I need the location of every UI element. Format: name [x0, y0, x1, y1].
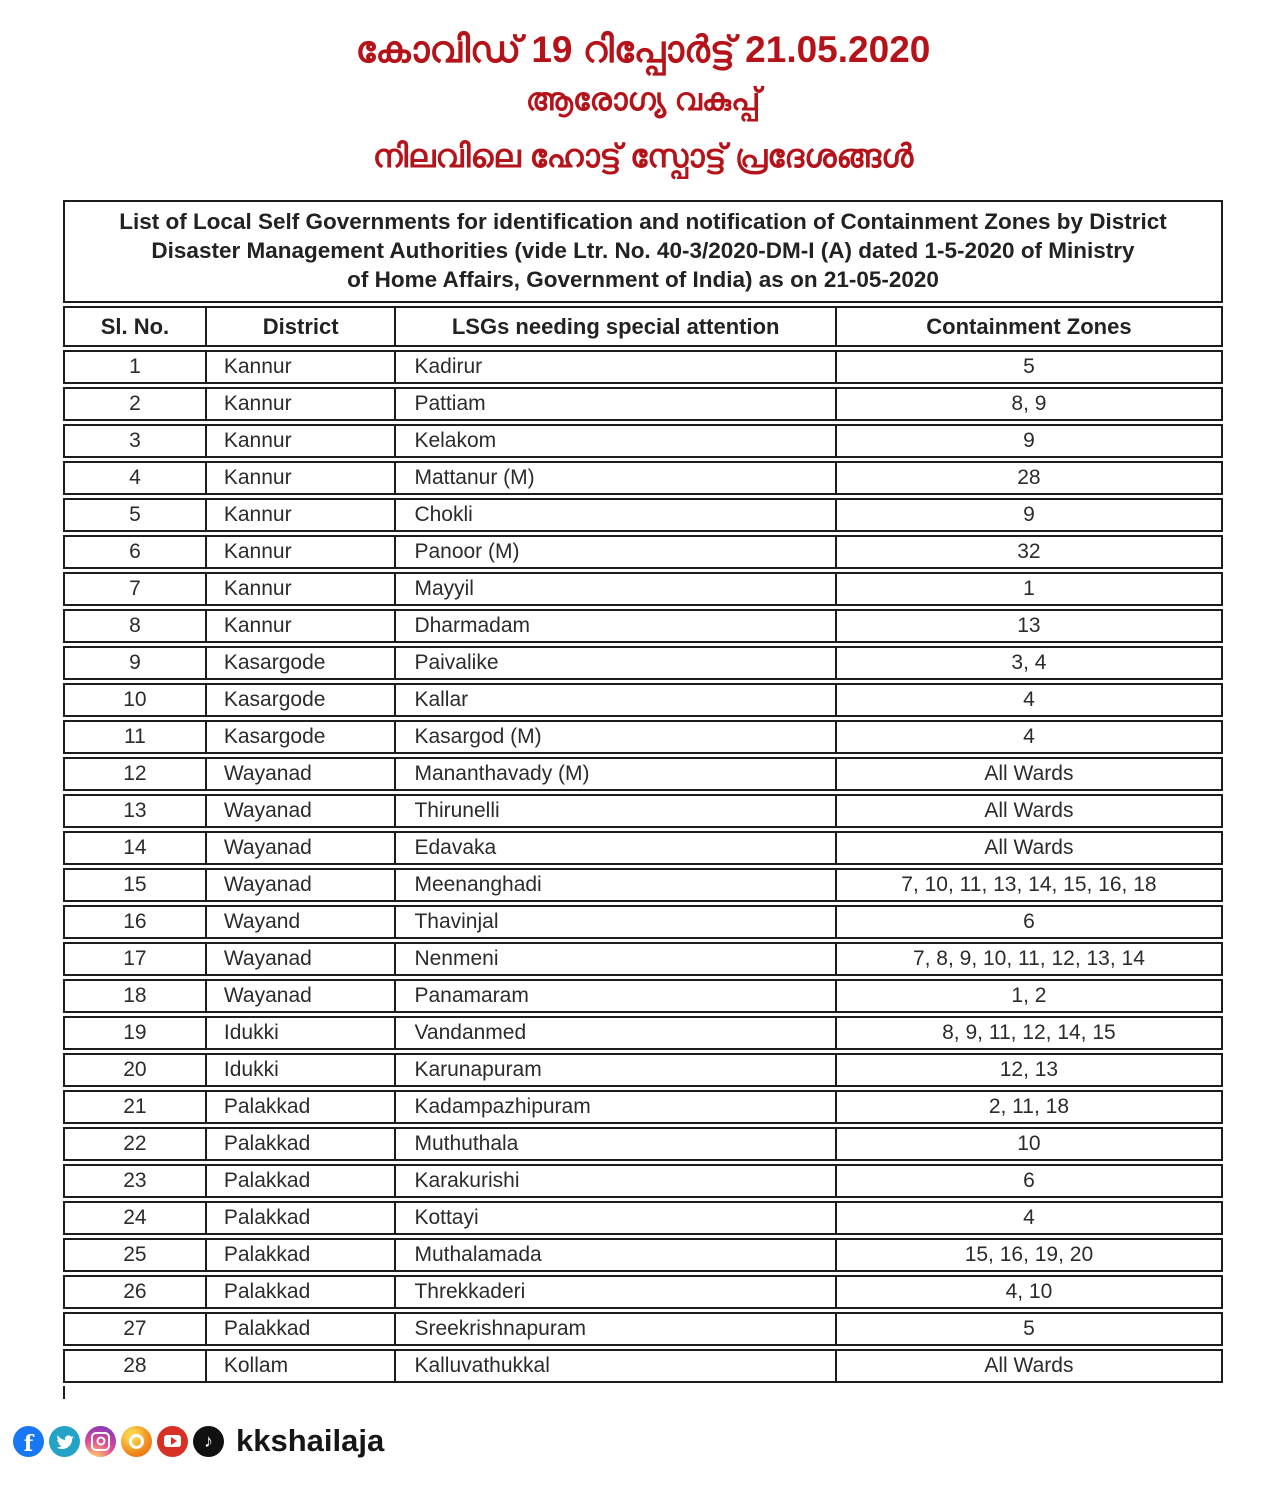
table-row: [63, 1349, 1223, 1383]
cell-district: Palakkad: [205, 1092, 395, 1122]
cell-district: Kasargode: [205, 648, 395, 678]
column-header-lsgs: LSGs needing special attention: [394, 308, 834, 345]
cell-district: Wayanad: [205, 796, 395, 826]
youtube-icon: [157, 1426, 188, 1457]
cell-district: Wayanad: [205, 870, 395, 900]
title-block: [63, 26, 1223, 178]
cell-sl-no: 10: [123, 688, 147, 712]
cell-containment-zones: 4: [835, 685, 1221, 715]
cell-containment-zones: 1, 2: [835, 981, 1221, 1011]
cell-sl-no: 2: [129, 392, 141, 416]
cell-lsg: Muthalamada: [394, 1240, 834, 1270]
cell-district: Wayanad: [205, 759, 395, 789]
table-row: [63, 572, 1223, 606]
cell-sl-no: 26: [123, 1280, 147, 1304]
cell-containment-zones: 9: [835, 426, 1221, 456]
table-row: [63, 461, 1223, 495]
cell-lsg: Muthuthala: [394, 1129, 834, 1159]
cell-lsg: Karakurishi: [394, 1166, 834, 1196]
cell-lsg: Nenmeni: [394, 944, 834, 974]
cell-district: Wayanad: [205, 833, 395, 863]
cell-containment-zones: 8, 9, 11, 12, 14, 15: [835, 1018, 1221, 1048]
cell-lsg: Mayyil: [394, 574, 834, 604]
cell-containment-zones: All Wards: [835, 833, 1221, 863]
cell-containment-zones: 6: [835, 1166, 1221, 1196]
footer: [13, 1423, 1280, 1459]
cell-sl-no: 21: [123, 1095, 147, 1119]
cell-sl-no: 5: [129, 503, 141, 527]
cell-lsg: Thavinjal: [394, 907, 834, 937]
table-row: [63, 498, 1223, 532]
table-row: [63, 1090, 1223, 1124]
cell-lsg: Dharmadam: [394, 611, 834, 641]
cell-lsg: Sreekrishnapuram: [394, 1314, 834, 1344]
cell-district: Palakkad: [205, 1129, 395, 1159]
table-row: [63, 831, 1223, 865]
cell-lsg: Vandanmed: [394, 1018, 834, 1048]
cell-sl-no: 15: [123, 873, 147, 897]
table-row: [63, 387, 1223, 421]
table-row: [63, 868, 1223, 902]
cell-sl-no: 6: [129, 540, 141, 564]
column-header-district: District: [205, 308, 395, 345]
cell-lsg: Kalluvathukkal: [394, 1351, 834, 1381]
cell-sl-no: 7: [129, 577, 141, 601]
cell-district: Kannur: [205, 537, 395, 567]
cell-lsg: Mananthavady (M): [394, 759, 834, 789]
table-row: [63, 1201, 1223, 1235]
cell-containment-zones: 7, 10, 11, 13, 14, 15, 16, 18: [835, 870, 1221, 900]
cell-lsg: Kadirur: [394, 352, 834, 382]
cell-lsg: Kadampazhipuram: [394, 1092, 834, 1122]
cell-containment-zones: 15, 16, 19, 20: [835, 1240, 1221, 1270]
cell-district: Kasargode: [205, 685, 395, 715]
table-row: [63, 350, 1223, 384]
cell-district: Palakkad: [205, 1277, 395, 1307]
cell-district: Wayand: [205, 907, 395, 937]
table-row: [63, 646, 1223, 680]
cell-sl-no: 3: [129, 429, 141, 453]
cell-containment-zones: 5: [835, 352, 1221, 382]
hotspot-subtitle: നിലവിലെ ഹോട്ട് സ്പോട്ട് പ്രദേശങ്ങൾ: [372, 138, 914, 175]
cell-lsg: Paivalike: [394, 648, 834, 678]
column-header-containment-zones: Containment Zones: [835, 308, 1221, 345]
cell-containment-zones: 28: [835, 463, 1221, 493]
cell-containment-zones: All Wards: [835, 759, 1221, 789]
table-row: [63, 905, 1223, 939]
cell-district: Kannur: [205, 463, 395, 493]
border-artifact-tick: [63, 1386, 65, 1399]
table-header-row: [63, 306, 1223, 347]
containment-zones-table: [63, 200, 1223, 1399]
cell-containment-zones: 9: [835, 500, 1221, 530]
cell-sl-no: 22: [123, 1132, 147, 1156]
cell-lsg: Meenanghadi: [394, 870, 834, 900]
table-row: [63, 1164, 1223, 1198]
cell-sl-no: 25: [123, 1243, 147, 1267]
table-row: [63, 535, 1223, 569]
cell-containment-zones: 6: [835, 907, 1221, 937]
cell-containment-zones: 13: [835, 611, 1221, 641]
cell-sl-no: 14: [123, 836, 147, 860]
cell-containment-zones: 4: [835, 1203, 1221, 1233]
cell-containment-zones: 4, 10: [835, 1277, 1221, 1307]
cell-lsg: Threkkaderi: [394, 1277, 834, 1307]
cell-sl-no: 11: [124, 725, 146, 749]
cell-containment-zones: 7, 8, 9, 10, 11, 12, 13, 14: [835, 944, 1221, 974]
table-row: [63, 1238, 1223, 1272]
cell-lsg: Panoor (M): [394, 537, 834, 567]
cell-sl-no: 19: [123, 1021, 147, 1045]
table-row: [63, 757, 1223, 791]
cell-lsg: Kallar: [394, 685, 834, 715]
cell-sl-no: 27: [123, 1317, 147, 1341]
instagram-icon: [85, 1426, 116, 1457]
caption-line-3: of Home Affairs, Government of India) as on 21-05-2020: [347, 266, 939, 292]
cell-district: Kannur: [205, 352, 395, 382]
cell-sl-no: 4: [129, 466, 141, 490]
cell-district: Kannur: [205, 426, 395, 456]
cell-sl-no: 23: [123, 1169, 147, 1193]
cell-containment-zones: 12, 13: [835, 1055, 1221, 1085]
cell-lsg: Kelakom: [394, 426, 834, 456]
cell-district: Kasargode: [205, 722, 395, 752]
cell-containment-zones: All Wards: [835, 1351, 1221, 1381]
cell-containment-zones: 4: [835, 722, 1221, 752]
cell-district: Palakkad: [205, 1166, 395, 1196]
cell-containment-zones: 32: [835, 537, 1221, 567]
cell-district: Palakkad: [205, 1240, 395, 1270]
cell-containment-zones: 5: [835, 1314, 1221, 1344]
table-row: [63, 683, 1223, 717]
cell-sl-no: 24: [123, 1206, 147, 1230]
cell-sl-no: 12: [123, 762, 147, 786]
tiktok-icon: ♪: [193, 1426, 224, 1457]
cell-containment-zones: 8, 9: [835, 389, 1221, 419]
caption-line-1: List of Local Self Governments for identification and notification of Containment Zones by District: [119, 208, 1167, 234]
report-title: കോവിഡ് 19 റിപ്പോർട്ട് 21.05.2020: [355, 29, 931, 70]
cell-district: Kannur: [205, 574, 395, 604]
cell-containment-zones: 1: [835, 574, 1221, 604]
cell-district: Kollam: [205, 1351, 395, 1381]
cell-district: Palakkad: [205, 1203, 395, 1233]
cell-district: Palakkad: [205, 1314, 395, 1344]
cell-sl-no: 9: [129, 651, 141, 675]
cell-lsg: Karunapuram: [394, 1055, 834, 1085]
table-row: [63, 1312, 1223, 1346]
cell-lsg: Kottayi: [394, 1203, 834, 1233]
cell-sl-no: 20: [123, 1058, 147, 1082]
cell-sl-no: 28: [123, 1354, 147, 1378]
cell-sl-no: 16: [123, 910, 147, 934]
table-row: [63, 424, 1223, 458]
cell-district: Idukki: [205, 1018, 395, 1048]
cell-lsg: Panamaram: [394, 981, 834, 1011]
cell-sl-no: 8: [129, 614, 141, 638]
cell-lsg: Pattiam: [394, 389, 834, 419]
cell-district: Idukki: [205, 1055, 395, 1085]
table-rows: [63, 350, 1223, 1383]
table-row: [63, 1127, 1223, 1161]
cell-sl-no: 1: [129, 355, 141, 379]
table-row: [63, 1275, 1223, 1309]
caption-line-2: Disaster Management Authorities (vide Ltr. No. 40-3/2020-DM-I (A) dated 1-5-2020 of Ministry: [151, 237, 1135, 263]
table-row: [63, 720, 1223, 754]
cell-district: Kannur: [205, 500, 395, 530]
facebook-icon: f: [13, 1426, 44, 1457]
cell-lsg: Thirunelli: [394, 796, 834, 826]
cell-district: Wayanad: [205, 981, 395, 1011]
table-row: [63, 1016, 1223, 1050]
cell-sl-no: 18: [123, 984, 147, 1008]
twitter-icon: [49, 1426, 80, 1457]
cell-containment-zones: 2, 11, 18: [835, 1092, 1221, 1122]
cell-containment-zones: 10: [835, 1129, 1221, 1159]
cell-district: Kannur: [205, 611, 395, 641]
table-row: [63, 794, 1223, 828]
orange-social-icon: [121, 1426, 152, 1457]
table-row: [63, 609, 1223, 643]
department-title: ആരോഗ്യ വകുപ്പ്: [525, 82, 761, 118]
cell-district: Wayanad: [205, 944, 395, 974]
cell-lsg: Kasargod (M): [394, 722, 834, 752]
cell-containment-zones: All Wards: [835, 796, 1221, 826]
cell-lsg: Mattanur (M): [394, 463, 834, 493]
cell-containment-zones: 3, 4: [835, 648, 1221, 678]
cell-sl-no: 13: [123, 799, 147, 823]
table-row: [63, 942, 1223, 976]
column-header-sl-no: Sl. No.: [100, 313, 170, 339]
social-handle: kkshailaja: [236, 1423, 385, 1459]
cell-lsg: Edavaka: [394, 833, 834, 863]
table-row: [63, 979, 1223, 1013]
cell-district: Kannur: [205, 389, 395, 419]
cell-lsg: Chokli: [394, 500, 834, 530]
table-row: [63, 1053, 1223, 1087]
table-caption: [63, 200, 1223, 303]
cell-sl-no: 17: [123, 947, 147, 971]
